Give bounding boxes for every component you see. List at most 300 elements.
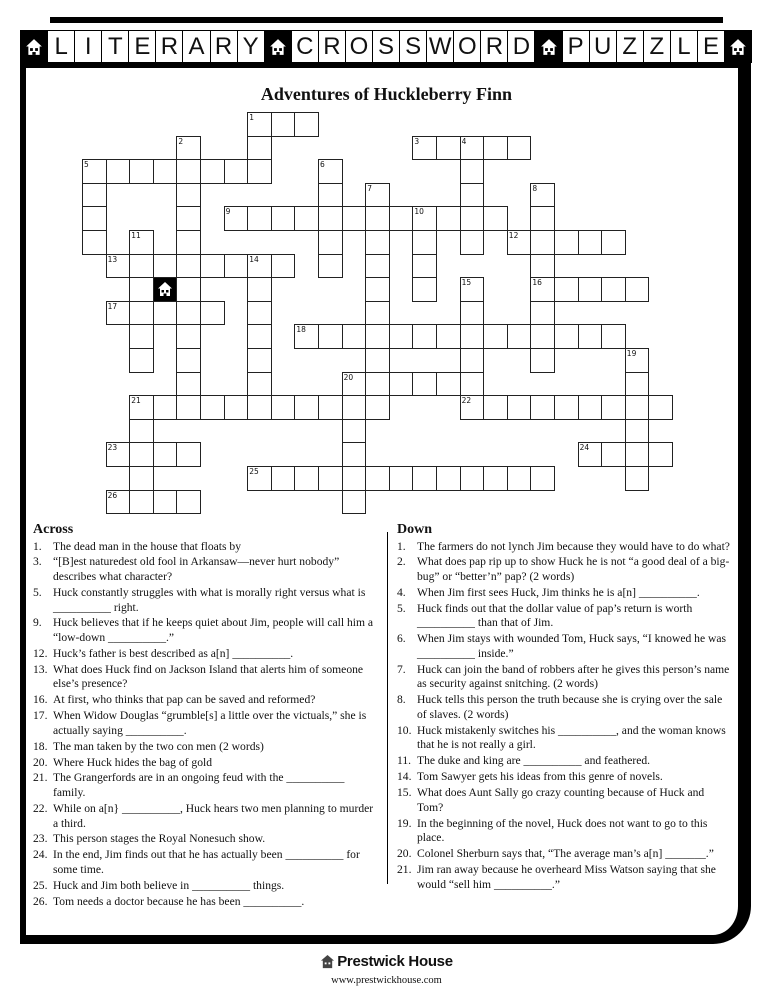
grid-cell[interactable] <box>176 301 201 326</box>
grid-cell[interactable] <box>483 466 508 491</box>
grid-cell[interactable] <box>389 206 414 231</box>
grid-cell[interactable] <box>247 277 272 302</box>
grid-cell[interactable] <box>153 159 178 184</box>
grid-cell[interactable] <box>342 466 367 491</box>
clue-text: When Jim stays with wounded Tom, Huck says, “I knowed he was __________ inside.” <box>417 632 727 660</box>
clue-number: 13. <box>33 662 48 676</box>
clue-number: 10 <box>414 207 424 217</box>
house-logo-icon <box>265 31 291 62</box>
grid-cell[interactable] <box>601 324 626 349</box>
clue-text: The dead man in the house that floats by <box>53 539 242 553</box>
grid-cell[interactable] <box>460 230 485 255</box>
grid-cell[interactable] <box>436 372 461 397</box>
house-logo-icon <box>153 277 178 302</box>
grid-cell[interactable] <box>129 419 154 444</box>
grid-cell[interactable] <box>153 254 178 279</box>
grid-cell[interactable] <box>412 324 437 349</box>
clue-text: In the end, Jim finds out that he has actually been __________ for some time. <box>53 848 360 876</box>
clue-number: 4 <box>461 136 467 146</box>
clue-number: 21. <box>33 771 48 785</box>
grid-cell[interactable] <box>460 159 485 184</box>
across-clue <box>33 709 378 738</box>
grid-cell[interactable] <box>176 324 201 349</box>
grid-cell[interactable] <box>389 324 414 349</box>
banner-letter-text: E <box>134 32 151 60</box>
grid-cell[interactable] <box>460 324 485 349</box>
down-clue <box>397 847 732 862</box>
clue-number: 17. <box>33 709 48 723</box>
clue-text: When Widow Douglas “grumble[s] a little over the victuals,” she is actually saying __________. <box>53 709 367 737</box>
grid-cell[interactable] <box>129 254 154 279</box>
grid-cell[interactable] <box>153 442 178 467</box>
clue-number: 5. <box>33 585 42 599</box>
clue-text: Huck can join the band of robbers after he gives this person’s name as security against snitching. (2 words) <box>417 662 730 691</box>
clue-number: 24 <box>579 443 590 453</box>
across-clue <box>33 771 378 800</box>
grid-cell[interactable] <box>460 206 485 231</box>
across-clue <box>33 586 378 615</box>
grid-cell[interactable] <box>507 466 532 491</box>
across-clue <box>33 848 378 877</box>
grid-cell[interactable] <box>365 206 390 231</box>
grid-cell[interactable] <box>412 254 437 279</box>
grid-cell[interactable] <box>342 490 367 515</box>
clue-number: 25. <box>33 878 48 892</box>
grid-cell[interactable] <box>436 136 461 161</box>
grid-cell[interactable] <box>530 466 555 491</box>
clue-text: This person stages the Royal Nonesuch show. <box>53 832 266 846</box>
banner-letter <box>400 31 426 62</box>
clue-text: While on a[n} __________, Huck hears two men planning to murder a third. <box>53 801 374 830</box>
grid-cell[interactable] <box>318 230 343 255</box>
grid-cell[interactable] <box>176 136 201 161</box>
grid-cell[interactable] <box>106 159 131 184</box>
grid-cell[interactable] <box>129 230 154 255</box>
banner-letter <box>563 31 589 62</box>
clue-number: 13 <box>107 254 118 264</box>
clue-text: Huck constantly struggles with what is morally right versus what is __________ right. <box>53 585 366 614</box>
grid-cell[interactable] <box>530 277 555 302</box>
grid-cell[interactable] <box>176 159 201 184</box>
clue-text: Colonel Sherburn says that, “The average man’s a[n] _______.” <box>417 847 714 861</box>
grid-cell[interactable] <box>365 348 390 373</box>
clue-number: 7 <box>367 183 372 193</box>
grid-cell[interactable] <box>200 395 225 420</box>
clue-text: Where Huck hides the bag of gold <box>53 755 213 769</box>
clue-number: 15. <box>397 786 412 800</box>
grid-cell[interactable] <box>625 466 650 491</box>
clue-text: What does pap rip up to show Huck he is not “a good deal of a big-bug” or “better’n” pap? (2 words) <box>417 555 730 584</box>
grid-cell[interactable] <box>129 395 154 420</box>
clue-number: 22. <box>33 801 48 815</box>
grid-cell[interactable] <box>578 324 603 349</box>
grid-cell[interactable] <box>224 159 249 184</box>
grid-cell[interactable] <box>82 159 107 184</box>
clue-number: 11 <box>131 231 141 240</box>
grid-cell[interactable] <box>106 254 131 279</box>
banner-letter-text: A <box>188 32 205 60</box>
grid-cell[interactable] <box>625 395 650 420</box>
clue-number: 10. <box>397 723 412 737</box>
grid-cell[interactable] <box>294 112 319 137</box>
grid-cell[interactable] <box>601 395 626 420</box>
clue-text: Huck’s father is best described as a[n] __________. <box>53 646 294 660</box>
grid-cell[interactable] <box>271 254 296 279</box>
grid-cell[interactable] <box>129 466 154 491</box>
banner-letter <box>590 31 616 62</box>
banner-letter <box>129 31 155 62</box>
banner-letter <box>292 31 318 62</box>
clue-number: 4. <box>397 585 406 599</box>
clue-text: Huck tells this person the truth because she is crying over the sale of slaves. (2 words) <box>417 693 723 721</box>
grid-cell[interactable] <box>365 301 390 326</box>
grid-cell[interactable] <box>247 159 272 184</box>
grid-cell[interactable] <box>271 395 296 420</box>
grid-cell[interactable] <box>648 442 673 467</box>
banner-letter-text: D <box>512 32 531 60</box>
grid-cell[interactable] <box>247 112 272 137</box>
clue-number: 26 <box>107 490 118 500</box>
across-clues <box>33 523 378 911</box>
banner-letter <box>238 31 264 62</box>
grid-cell[interactable] <box>342 324 367 349</box>
grid-cell[interactable] <box>365 395 390 420</box>
across-clue <box>33 616 378 645</box>
clue-text: When Jim first sees Huck, Jim thinks he is a[n] __________. <box>417 585 700 599</box>
banner-letter <box>48 31 74 62</box>
clue-number: 16 <box>532 278 542 288</box>
grid-cell[interactable] <box>247 254 272 279</box>
grid-cell[interactable] <box>460 301 485 326</box>
grid-cell[interactable] <box>224 395 249 420</box>
grid-cell[interactable] <box>507 395 532 420</box>
grid-cell[interactable] <box>412 466 437 491</box>
grid-cell[interactable] <box>530 230 555 255</box>
grid-cell[interactable] <box>176 206 201 231</box>
grid-cell[interactable] <box>625 442 650 467</box>
house-icon <box>320 954 335 969</box>
grid-cell[interactable] <box>578 442 603 467</box>
grid-cell[interactable] <box>247 324 272 349</box>
grid-cell[interactable] <box>153 301 178 326</box>
grid-cell[interactable] <box>106 442 131 467</box>
grid-cell[interactable] <box>412 136 437 161</box>
grid-cell[interactable] <box>460 395 485 420</box>
clue-number: 16. <box>33 693 48 707</box>
grid-cell[interactable] <box>483 206 508 231</box>
banner-letter <box>671 31 697 62</box>
down-clue <box>397 663 732 692</box>
grid-cell[interactable] <box>554 395 579 420</box>
grid-cell[interactable] <box>365 372 390 397</box>
grid-cell[interactable] <box>436 324 461 349</box>
across-heading: Across <box>33 522 74 537</box>
banner-letter <box>698 31 724 62</box>
across-clue <box>33 740 378 755</box>
down-clue <box>397 770 732 785</box>
grid-cell[interactable] <box>129 301 154 326</box>
grid-cell[interactable] <box>318 466 343 491</box>
grid-cell[interactable] <box>247 395 272 420</box>
house-logo-icon <box>535 31 561 62</box>
grid-cell[interactable] <box>601 442 626 467</box>
grid-cell[interactable] <box>247 372 272 397</box>
grid-cell[interactable] <box>342 395 367 420</box>
grid-cell[interactable] <box>82 206 107 231</box>
grid-cell[interactable] <box>294 206 319 231</box>
grid-cell[interactable] <box>129 324 154 349</box>
grid-cell[interactable] <box>530 254 555 279</box>
clue-text: What does Huck find on Jackson Island that alerts him of someone else’s presence? <box>53 662 364 691</box>
grid-cell[interactable] <box>625 277 650 302</box>
clue-number: 8. <box>397 693 406 707</box>
clue-number: 19. <box>397 816 412 830</box>
grid-cell[interactable] <box>530 301 555 326</box>
across-clue <box>33 540 378 555</box>
grid-cell[interactable] <box>412 230 437 255</box>
clue-text: What does Aunt Sally go crazy counting because of Huck and Tom? <box>417 786 705 814</box>
grid-cell[interactable] <box>176 372 201 397</box>
grid-cell[interactable] <box>436 206 461 231</box>
grid-cell[interactable] <box>507 230 532 255</box>
grid-cell[interactable] <box>318 254 343 279</box>
grid-cell[interactable] <box>176 348 201 373</box>
grid-cell[interactable] <box>412 372 437 397</box>
banner-letter <box>644 31 670 62</box>
grid-cell[interactable] <box>342 206 367 231</box>
grid-cell[interactable] <box>82 230 107 255</box>
banner-letter <box>508 31 534 62</box>
clue-number: 9 <box>225 207 231 217</box>
clue-text: In the beginning of the novel, Huck does not want to go to this place. <box>417 816 708 845</box>
banner-letter-text: Z <box>649 32 665 60</box>
grid-cell[interactable] <box>601 277 626 302</box>
grid-cell[interactable] <box>365 230 390 255</box>
house-logo-icon <box>21 31 47 62</box>
grid-cell[interactable] <box>412 277 437 302</box>
grid-cell[interactable] <box>365 324 390 349</box>
down-clue <box>397 724 732 753</box>
grid-cell[interactable] <box>318 206 343 231</box>
banner-letter <box>373 31 399 62</box>
grid-cell[interactable] <box>483 324 508 349</box>
grid-cell[interactable] <box>176 183 201 208</box>
grid-cell[interactable] <box>412 206 437 231</box>
clue-number: 3 <box>414 136 420 146</box>
grid-cell[interactable] <box>483 136 508 161</box>
down-clue <box>397 863 732 892</box>
grid-cell[interactable] <box>554 277 579 302</box>
grid-cell[interactable] <box>389 372 414 397</box>
grid-cell[interactable] <box>176 277 201 302</box>
grid-cell[interactable] <box>247 348 272 373</box>
grid-cell[interactable] <box>294 324 319 349</box>
clue-text: The farmers do not lynch Jim because they would have to do what? <box>417 539 730 553</box>
literary-crossword-puzzle-banner <box>20 30 752 63</box>
clue-number: 20. <box>397 847 412 861</box>
clue-number: 12. <box>33 646 48 660</box>
grid-cell[interactable] <box>176 254 201 279</box>
grid-cell[interactable] <box>106 490 131 515</box>
banner-letter <box>454 31 480 62</box>
grid-cell[interactable] <box>271 466 296 491</box>
banner-letter-text: C <box>296 32 314 60</box>
banner-letter-text: W <box>428 32 452 60</box>
grid-cell[interactable] <box>530 206 555 231</box>
house-logo-icon <box>725 31 751 62</box>
grid-cell[interactable] <box>153 395 178 420</box>
grid-cell[interactable] <box>554 324 579 349</box>
grid-cell[interactable] <box>153 490 178 515</box>
grid-cell[interactable] <box>342 372 367 397</box>
clue-number: 18 <box>296 325 306 335</box>
clue-number: 1 <box>249 113 254 122</box>
grid-cell[interactable] <box>460 277 485 302</box>
grid-cell[interactable] <box>318 183 343 208</box>
grid-cell[interactable] <box>247 466 272 491</box>
grid-cell[interactable] <box>578 277 603 302</box>
grid-cell[interactable] <box>460 183 485 208</box>
grid-cell[interactable] <box>200 301 225 326</box>
grid-cell[interactable] <box>318 395 343 420</box>
grid-cell[interactable] <box>389 466 414 491</box>
clue-number: 7. <box>397 662 406 676</box>
grid-cell[interactable] <box>294 395 319 420</box>
clue-text: Tom needs a doctor because he has been __________. <box>53 894 305 908</box>
clue-text: Huck believes that if he keeps quiet about Jim, people will call him a “low-down __________.” <box>53 616 374 645</box>
grid-cell[interactable] <box>342 442 367 467</box>
down-clue <box>397 817 732 846</box>
down-clues <box>397 523 732 893</box>
down-clue <box>397 555 732 584</box>
clue-number: 1. <box>397 539 406 553</box>
clue-number: 11. <box>397 754 412 768</box>
grid-cell[interactable] <box>271 112 296 137</box>
banner-letter-text: S <box>378 32 395 60</box>
grid-cell[interactable] <box>365 183 390 208</box>
across-clue <box>33 832 378 847</box>
banner-letter-text: R <box>214 32 233 60</box>
clue-number: 12 <box>508 231 519 240</box>
grid-cell[interactable] <box>648 395 673 420</box>
grid-cell[interactable] <box>460 136 485 161</box>
grid-cell[interactable] <box>294 466 319 491</box>
grid-cell[interactable] <box>129 277 154 302</box>
down-clue <box>397 693 732 722</box>
across-clue <box>33 756 378 771</box>
clue-number: 21. <box>397 862 412 876</box>
grid-cell[interactable] <box>601 230 626 255</box>
clue-text: Jim ran away because he overheard Miss Watson saying that she would “sell him __________.” <box>417 862 716 891</box>
clue-number: 23 <box>107 443 118 453</box>
grid-cell[interactable] <box>176 395 201 420</box>
clue-number: 20. <box>33 755 48 769</box>
grid-cell[interactable] <box>247 136 272 161</box>
grid-cell[interactable] <box>200 159 225 184</box>
grid-cell[interactable] <box>530 183 555 208</box>
clue-text: Huck mistakenly switches his __________, and the woman knows that he is not really a girl. <box>417 723 726 752</box>
footer <box>0 953 773 986</box>
grid-cell[interactable] <box>82 183 107 208</box>
clue-number: 3. <box>33 555 42 569</box>
grid-cell[interactable] <box>507 324 532 349</box>
clue-number: 6 <box>320 160 325 170</box>
grid-cell[interactable] <box>460 466 485 491</box>
clue-number: 9. <box>33 616 42 630</box>
grid-cell[interactable] <box>176 442 201 467</box>
grid-cell[interactable] <box>365 466 390 491</box>
clue-number: 2. <box>397 555 406 569</box>
grid-cell[interactable] <box>224 206 249 231</box>
banner-letter-text: I <box>84 32 92 60</box>
grid-cell[interactable] <box>247 206 272 231</box>
grid-cell[interactable] <box>200 254 225 279</box>
grid-cell[interactable] <box>176 230 201 255</box>
down-clue <box>397 602 732 631</box>
down-clue <box>397 754 732 769</box>
grid-cell[interactable] <box>342 419 367 444</box>
grid-cell[interactable] <box>530 324 555 349</box>
grid-cell[interactable] <box>129 348 154 373</box>
clue-number: 18. <box>33 739 48 753</box>
grid-cell[interactable] <box>365 254 390 279</box>
grid-cell[interactable] <box>625 419 650 444</box>
grid-cell[interactable] <box>247 301 272 326</box>
clue-text: The man taken by the two con men (2 words) <box>53 739 264 753</box>
grid-cell[interactable] <box>530 348 555 373</box>
clue-number: 22 <box>461 396 472 406</box>
grid-cell[interactable] <box>224 254 249 279</box>
banner-letter-text: O <box>349 32 369 60</box>
grid-cell[interactable] <box>129 159 154 184</box>
grid-cell[interactable] <box>271 206 296 231</box>
grid-cell[interactable] <box>129 490 154 515</box>
grid-cell[interactable] <box>625 348 650 373</box>
grid-cell[interactable] <box>365 277 390 302</box>
clue-text: Tom Sawyer gets his ideas from this genre of novels. <box>417 770 663 784</box>
clue-text: At first, who thinks that pap can be saved and reformed? <box>53 693 316 707</box>
grid-cell[interactable] <box>530 395 555 420</box>
clue-number: 20 <box>343 372 354 382</box>
grid-cell[interactable] <box>554 230 579 255</box>
grid-cell[interactable] <box>318 159 343 184</box>
grid-cell[interactable] <box>176 490 201 515</box>
grid-cell[interactable] <box>460 348 485 373</box>
grid-cell[interactable] <box>578 395 603 420</box>
banner-letter-text: T <box>107 32 123 60</box>
banner-letter-text: R <box>485 32 504 60</box>
grid-cell[interactable] <box>578 230 603 255</box>
across-clue <box>33 895 378 910</box>
banner-letter <box>346 31 372 62</box>
grid-cell[interactable] <box>625 372 650 397</box>
grid-cell[interactable] <box>460 372 485 397</box>
down-clue <box>397 786 732 815</box>
grid-cell[interactable] <box>106 301 131 326</box>
banner-letter <box>427 31 453 62</box>
grid-cell[interactable] <box>129 442 154 467</box>
clue-number: 19 <box>626 349 637 358</box>
across-clue <box>33 663 378 692</box>
grid-cell[interactable] <box>483 395 508 420</box>
clue-number: 14 <box>249 254 259 264</box>
grid-cell[interactable] <box>436 466 461 491</box>
top-rule <box>50 17 723 23</box>
grid-cell[interactable] <box>507 136 532 161</box>
clue-number: 6. <box>397 632 406 646</box>
grid-cell[interactable] <box>318 324 343 349</box>
banner-letter-text: L <box>54 32 68 60</box>
